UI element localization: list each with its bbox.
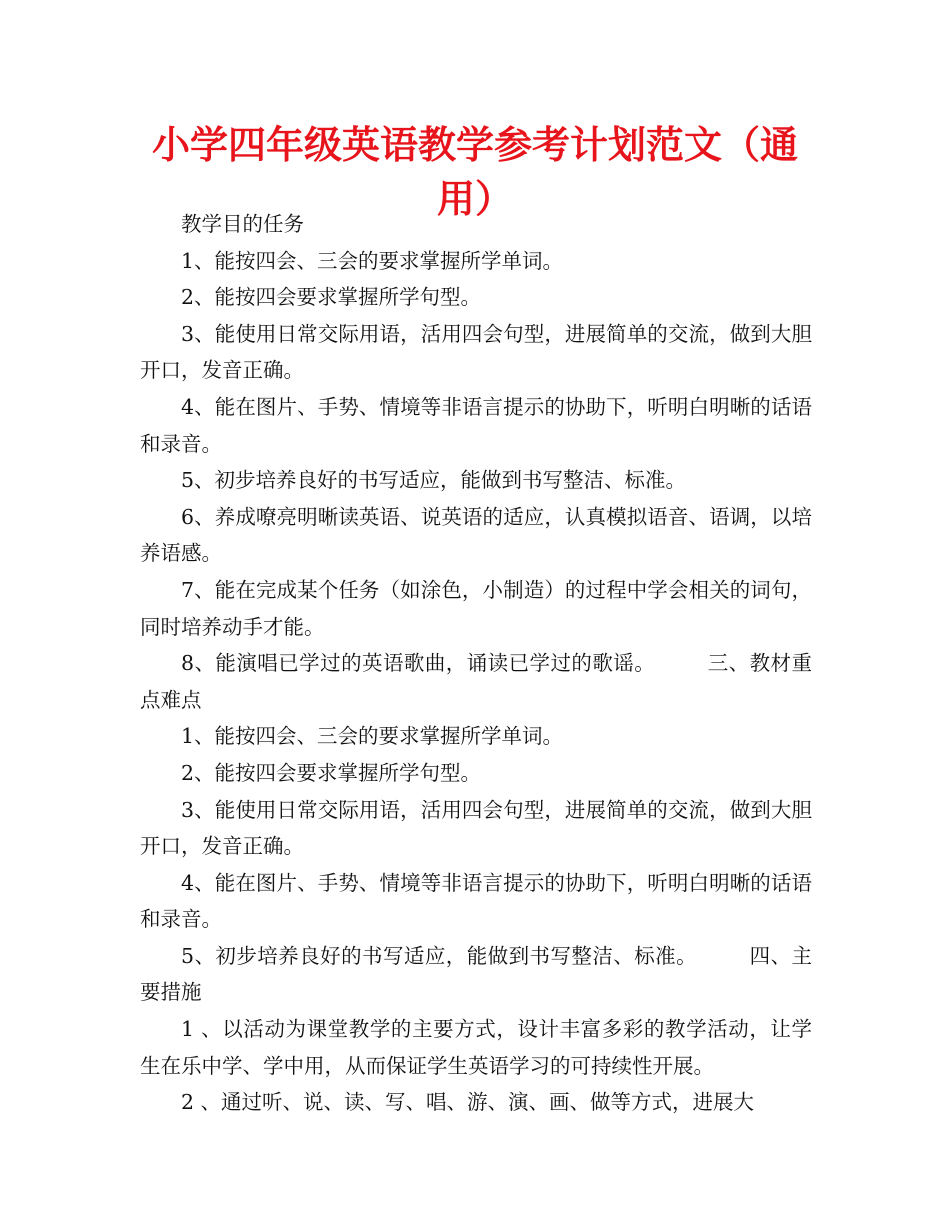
paragraph: 4、能在图片、手势、情境等非语言提示的协助下，听明白明晰的话语和录音。 (140, 394, 812, 456)
paragraph: 3、能使用日常交际用语，活用四会句型，进展简单的交流，做到大胆开口，发音正确。 (140, 321, 812, 383)
paragraph: 6、养成嘹亮明晰读英语、说英语的适应，认真模拟语音、语调，以培养语感。 (140, 504, 812, 566)
paragraph: 4、能在图片、手势、情境等非语言提示的协助下，听明白明晰的话语和录音。 (140, 870, 812, 932)
paragraph: 5、初步培养良好的书写适应，能做到书写整洁、标准。 (181, 468, 687, 493)
paragraph: 3、能使用日常交际用语，活用四会句型，进展简单的交流，做到大胆开口，发音正确。 (140, 797, 812, 859)
paragraph: 7、能在完成某个任务（如涂色，小制造）的过程中学会相关的词句，同时培养动手才能。 (140, 577, 812, 639)
paragraph: 8、能演唱已学过的英语歌曲，诵读已学过的歌谣。 三、教材重点难点 (140, 651, 812, 712)
paragraph: 2、能按四会要求掌握所学句型。 (181, 285, 482, 310)
paragraph: 1、能按四会、三会的要求掌握所学单词。 (181, 248, 564, 273)
paragraph: 2、能按四会要求掌握所学句型。 (181, 760, 482, 785)
document-title: 小学四年级英语教学参考计划范文（通用） (151, 123, 798, 221)
paragraph-section-heading: 教学目的任务 (181, 212, 304, 236)
document-body (140, 206, 812, 1121)
paragraph: 1、能按四会、三会的要求掌握所学单词。 (181, 724, 564, 749)
paragraph: 1 、以活动为课堂教学的主要方式，设计丰富多彩的教学活动，让学生在乐中学、学中用，从而保证学生英语学习的可持续性开展。 (140, 1017, 812, 1078)
paragraph: 5、初步培养良好的书写适应，能做到书写整洁、标准。 四、主要措施 (140, 943, 812, 1005)
paragraph: 2 、通过听、说、读、写、唱、游、演、画、做等方式，进展大 (181, 1090, 755, 1115)
